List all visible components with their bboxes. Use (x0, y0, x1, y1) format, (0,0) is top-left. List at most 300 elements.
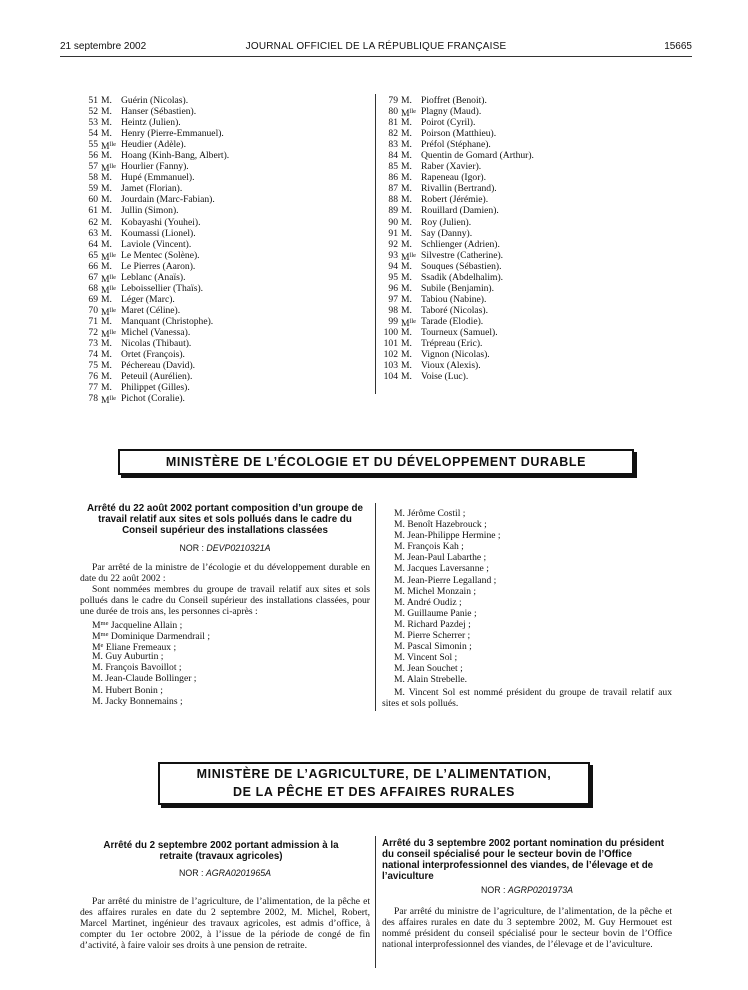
list-item (80, 150, 370, 161)
civility-text: M. (394, 519, 405, 531)
person-name: Pichot (Coralie). (121, 393, 185, 405)
person-name: Raber (Xavier). (421, 161, 482, 173)
rank-number: 66 (88, 260, 98, 272)
member-name: Jean-Paul Labarthe ; (407, 552, 487, 564)
rank-number: 92 (388, 238, 398, 250)
civility-text: M. (401, 326, 412, 338)
member-name: Pascal Simonin ; (407, 641, 472, 653)
civility-text: M (92, 642, 101, 654)
civility (101, 205, 112, 216)
civility (101, 128, 112, 139)
rank-number: 100 (383, 326, 398, 338)
list-item (80, 205, 370, 216)
civility (401, 305, 412, 316)
civility (101, 338, 112, 349)
rank-number: 52 (88, 106, 98, 118)
list-item (380, 250, 680, 261)
person-name: Subile (Benjamin). (421, 282, 495, 294)
list-item (380, 294, 680, 305)
civility-text: M. (401, 117, 412, 129)
column-divider-ecologie (375, 503, 376, 711)
arrete-ecologie-nor (80, 543, 370, 553)
civility-text: M. (394, 585, 405, 597)
list-item (380, 150, 680, 161)
rank-number: 104 (383, 371, 398, 383)
civility-text: M. (394, 530, 405, 542)
person-name: Leblanc (Anaïs). (121, 271, 186, 283)
list-item (380, 239, 680, 250)
list-item (80, 139, 370, 153)
person-name: Rouillard (Damien). (421, 205, 499, 217)
person-name: Robert (Jérémie). (421, 194, 489, 206)
person-name: Léger (Marc). (121, 293, 175, 305)
rank-number: 64 (88, 238, 98, 250)
list-item (380, 272, 680, 283)
civility-text: M. (401, 338, 412, 350)
ranking-list-left (80, 95, 370, 407)
rank-number: 67 (88, 271, 98, 283)
ranking-list-right (380, 95, 680, 382)
civility-text: M. (401, 150, 412, 162)
civility-text: M. (101, 216, 112, 228)
civility-text: M. (401, 216, 412, 228)
nor-code: DEVP0210321A (206, 543, 271, 553)
list-item (380, 338, 680, 349)
civility (101, 382, 112, 393)
civility-sup: me (100, 631, 109, 639)
civility (401, 338, 412, 349)
rank-number: 97 (388, 293, 398, 305)
person-name: Souques (Sébastien). (421, 260, 502, 272)
person-name: Hupé (Emmanuel). (121, 172, 195, 184)
person-name: Hoang (Kinh-Bang, Albert). (121, 150, 230, 162)
member-name: François Kah ; (407, 541, 464, 553)
rank-number: 96 (388, 282, 398, 294)
civility-sup: lle (409, 317, 417, 325)
civility-text: M. (101, 150, 112, 162)
civility (101, 349, 112, 360)
list-item (380, 217, 680, 228)
list-item (380, 194, 680, 205)
member-name: Vincent Sol ; (407, 652, 458, 664)
civility (401, 95, 412, 106)
civility-text: M. (394, 663, 405, 675)
person-name: Peteuil (Aurélien). (121, 371, 193, 383)
civility-text: M. (401, 139, 412, 151)
list-item (80, 382, 370, 393)
person-name: Taboré (Nicolas). (421, 304, 488, 316)
list-item (380, 183, 680, 194)
person-name: Jamet (Florian). (121, 183, 183, 195)
list-item (80, 393, 370, 407)
civility-text: M. (401, 205, 412, 217)
civility-text: M. (401, 95, 412, 106)
column-divider-agriculture (375, 836, 376, 968)
member-item (92, 629, 372, 643)
member-name: Alain Strebelle. (406, 674, 468, 686)
civility-text: M (401, 317, 410, 329)
civility (101, 360, 112, 371)
member-item (394, 674, 684, 685)
ministry-agriculture-line2: DE LA PÊCHE ET DES AFFAIRES RURALES (233, 785, 515, 799)
member-item (92, 651, 372, 662)
member-item (394, 575, 684, 586)
list-item (80, 360, 370, 371)
civility (101, 261, 112, 272)
rank-number: 74 (88, 349, 98, 361)
rank-number: 56 (88, 150, 98, 162)
civility (101, 239, 112, 250)
person-name: Laviole (Vincent). (121, 238, 192, 250)
list-item (380, 106, 680, 120)
rank-number: 51 (88, 95, 98, 106)
person-name: Le Pierres (Aaron). (121, 260, 196, 272)
person-name: Voise (Luc). (421, 371, 469, 383)
rank-number: 102 (383, 349, 398, 361)
civility-text: M. (401, 194, 412, 206)
list-item (80, 261, 370, 272)
member-name: Benoît Hazebrouck ; (407, 519, 487, 531)
person-name: Quentin de Gomard (Arthur). (421, 150, 534, 162)
person-name: Nicolas (Thibaut). (121, 338, 192, 350)
member-name: Jean Souchet ; (407, 663, 463, 675)
nor-label: NOR : (481, 885, 506, 895)
member-item (394, 563, 684, 574)
list-item (80, 371, 370, 382)
civility-text: M. (394, 607, 405, 619)
arrete-nomination-body (382, 906, 672, 950)
rank-number: 82 (388, 128, 398, 140)
list-item (380, 139, 680, 150)
list-item (80, 95, 370, 106)
member-item (394, 586, 684, 597)
civility-text: M. (101, 338, 112, 350)
civility (401, 172, 412, 183)
list-item (80, 239, 370, 250)
rank-number: 83 (388, 139, 398, 151)
civility (401, 205, 412, 216)
person-name: Rivallin (Bertrand). (421, 183, 497, 195)
list-item (80, 161, 370, 175)
person-name: Vioux (Alexis). (421, 360, 481, 372)
list-item (380, 172, 680, 183)
civility-text: M. (401, 349, 412, 361)
rank-number: 70 (88, 304, 98, 316)
civility-text: M. (101, 95, 112, 106)
person-name: Tarade (Elodie). (421, 315, 484, 327)
person-name: Poirson (Matthieu). (421, 128, 497, 140)
civility-text: M. (394, 563, 405, 575)
civility (401, 239, 412, 250)
civility (401, 371, 412, 382)
arrete-retraite-nor (80, 868, 370, 878)
civility-text: M. (101, 117, 112, 129)
list-item (380, 161, 680, 172)
rank-number: 90 (388, 216, 398, 228)
list-item (380, 283, 680, 294)
rank-number: 57 (88, 161, 98, 173)
civility (401, 128, 412, 139)
civility-text: M. (401, 161, 412, 173)
rank-number: 53 (88, 117, 98, 129)
nor-code: AGRP0201973A (507, 885, 573, 895)
person-name: Koumassi (Lionel). (121, 227, 196, 239)
member-name: Hubert Bonin ; (105, 684, 163, 696)
member-name: Richard Pazdej ; (407, 618, 471, 630)
person-name: Guérin (Nicolas). (121, 95, 189, 106)
civility-sup: lle (409, 251, 417, 259)
arrete-retraite-body (80, 896, 370, 951)
civility-text: M. (401, 371, 412, 383)
rank-number: 78 (88, 393, 98, 405)
list-item (380, 228, 680, 239)
civility-text: M. (101, 205, 112, 217)
civility (101, 95, 112, 106)
rank-number: 94 (388, 260, 398, 272)
person-name: Jullin (Simon). (121, 205, 179, 217)
civility-text: M. (401, 238, 412, 250)
civility-text: M (92, 631, 101, 643)
member-name: Dominique Darmendrail ; (110, 631, 210, 643)
member-name: Jacky Bonnemains ; (105, 695, 183, 707)
civility-text: M (401, 251, 410, 263)
ministry-ecologie-banner (118, 449, 634, 475)
person-name: Henry (Pierre-Emmanuel). (121, 128, 224, 140)
person-name: Roy (Julien). (421, 216, 472, 228)
ministry-agriculture-line1: MINISTÈRE DE L’AGRICULTURE, DE L’ALIMENTATION, (196, 767, 552, 781)
member-item (394, 608, 684, 619)
civility-text: M. (101, 172, 112, 184)
rank-number: 85 (388, 161, 398, 173)
person-name: Plagny (Maud). (421, 106, 482, 118)
person-name: Hanser (Sébastien). (121, 106, 197, 118)
civility (401, 294, 412, 305)
civility-text: M. (101, 349, 112, 361)
list-item (80, 106, 370, 117)
rank-number: 72 (88, 326, 98, 338)
page-header (60, 40, 692, 57)
person-name: Le Mentec (Solène). (121, 249, 200, 261)
civility (401, 194, 412, 205)
arrete-ecologie-title: Arrêté du 22 août 2002 portant composition d’un groupe de travail relatif aux sites et sols pollués dans le cadre du Conseil supérieur des installations classées (87, 503, 363, 536)
header-journal-title: JOURNAL OFFICIEL DE LA RÉPUBLIQUE FRANÇAISE (245, 41, 507, 52)
list-item (380, 117, 680, 128)
rank-number: 59 (88, 183, 98, 195)
rank-number: 71 (88, 315, 98, 327)
rank-number: 93 (388, 249, 398, 261)
civility-text: M. (101, 128, 112, 140)
member-item (92, 662, 372, 673)
list-item (380, 305, 680, 316)
rank-number: 75 (88, 360, 98, 372)
member-name: Jean-Pierre Legalland ; (407, 574, 497, 586)
civility-text: M. (401, 293, 412, 305)
rank-number: 101 (383, 338, 398, 350)
civility (401, 139, 412, 150)
civility (101, 117, 112, 128)
member-item (394, 652, 684, 663)
civility-sup: lle (109, 395, 117, 403)
rank-number: 76 (88, 371, 98, 383)
civility (401, 117, 412, 128)
list-item (80, 338, 370, 349)
list-item (80, 327, 370, 338)
member-name: André Oudiz ; (406, 596, 462, 608)
list-item (80, 172, 370, 183)
member-name: Eliane Fremeaux ; (105, 642, 177, 654)
civility-sup: lle (109, 141, 117, 149)
civility-text: M. (394, 630, 405, 642)
member-name: Guillaume Panie ; (407, 607, 477, 619)
arrete-retraite-title: Arrêté du 2 septembre 2002 portant admission à la retraite (travaux agricoles) (103, 840, 339, 862)
nor-label: NOR : (179, 868, 204, 878)
person-name: Préfol (Stéphane). (421, 139, 491, 151)
member-item (92, 640, 372, 654)
rank-number: 80 (388, 106, 398, 118)
person-name: Rapeneau (Igor). (421, 172, 486, 184)
member-item (394, 541, 684, 552)
rank-number: 69 (88, 293, 98, 305)
civility-text: M. (92, 651, 103, 663)
rank-number: 81 (388, 117, 398, 129)
person-name: Tourneux (Samuel). (421, 326, 498, 338)
person-name: Hourlier (Fanny). (121, 161, 189, 173)
civility-text: M. (394, 618, 405, 630)
civility-text: M. (401, 172, 412, 184)
civility-text: M (101, 141, 110, 153)
member-name: Jérôme Costil ; (407, 508, 466, 519)
person-name: Leboissellier (Thaïs). (121, 282, 204, 294)
person-name: Péchereau (David). (121, 360, 196, 372)
person-name: Jourdain (Marc-Fabian). (121, 194, 215, 206)
civility (101, 316, 112, 327)
civility (101, 393, 116, 406)
civility-text: M. (401, 360, 412, 372)
rank-number: 54 (88, 128, 98, 140)
person-name: Schlienger (Adrien). (421, 238, 500, 250)
civility-text: M. (101, 293, 112, 305)
civility (401, 150, 412, 161)
person-name: Manquant (Christophe). (121, 315, 214, 327)
civility-text: M. (101, 371, 112, 383)
rank-number: 98 (388, 304, 398, 316)
civility (101, 228, 112, 239)
member-item (394, 630, 684, 641)
member-name: Michel Monzain ; (407, 585, 477, 597)
civility-sup: lle (109, 284, 117, 292)
civility (101, 150, 112, 161)
civility (401, 261, 412, 272)
civility-text: M (101, 395, 110, 407)
rank-number: 77 (88, 382, 98, 394)
member-name: Jean-Claude Bollinger ; (105, 673, 197, 685)
civility (401, 161, 412, 172)
rank-number: 68 (88, 282, 98, 294)
civility-text: M. (101, 315, 112, 327)
civility-text: M (92, 620, 101, 631)
person-name: Maret (Céline). (121, 304, 181, 316)
civility-sup: lle (109, 306, 117, 314)
civility-text: M. (401, 260, 412, 272)
civility-text: M (101, 284, 110, 296)
list-item (380, 327, 680, 338)
column-divider (375, 94, 376, 394)
civility-text: M (101, 328, 110, 340)
member-name: Jean-Philippe Hermine ; (407, 530, 501, 542)
civility-text: M. (101, 183, 112, 195)
person-name: Pioffret (Benoit). (421, 95, 487, 106)
members-list-left (92, 618, 372, 707)
member-item (394, 619, 684, 630)
civility-text: M. (101, 227, 112, 239)
arrete-ecologie-closing-block (382, 687, 672, 709)
list-item (80, 228, 370, 239)
nor-code: AGRA0201965A (205, 868, 271, 878)
member-item (394, 530, 684, 541)
rank-number: 65 (88, 249, 98, 261)
rank-number: 99 (388, 315, 398, 327)
civility-text: M. (92, 673, 103, 685)
civility-text: M. (101, 194, 112, 206)
list-item (80, 349, 370, 360)
header-page-number: 15665 (664, 41, 692, 52)
civility (401, 228, 412, 239)
civility-text: M. (92, 695, 103, 707)
civility-text: M. (101, 260, 112, 272)
member-name: Guy Auburtin ; (105, 651, 164, 663)
person-name: Heintz (Julien). (121, 117, 181, 129)
civility-text: M. (401, 227, 412, 239)
civility-sup: lle (109, 251, 117, 259)
member-item (394, 641, 684, 652)
civility-text: M. (401, 282, 412, 294)
civility-text: M. (401, 183, 412, 195)
civility-text: M (101, 306, 110, 318)
civility-text: M. (92, 662, 103, 674)
civility-text: M (101, 273, 110, 285)
arrete-nomination-title: Arrêté du 3 septembre 2002 portant nomination du président du conseil spécialisé pour le secteur bovin de l’Office national interprofessionnel des viandes, de l’élevage et de l’aviculture (382, 838, 664, 882)
member-item (92, 696, 372, 707)
member-item (394, 597, 684, 608)
list-item (80, 217, 370, 228)
list-item (80, 250, 370, 261)
rank-number: 88 (388, 194, 398, 206)
rank-number: 73 (88, 338, 98, 350)
civility-text: M. (101, 238, 112, 250)
list-item (380, 128, 680, 139)
civility-text: M (101, 163, 110, 175)
rank-number: 60 (88, 194, 98, 206)
person-name: Michel (Vanessa). (121, 326, 191, 338)
rank-number: 89 (388, 205, 398, 217)
person-name: Silvestre (Catherine). (421, 249, 504, 261)
person-name: Say (Danny). (421, 227, 473, 239)
list-item (80, 128, 370, 139)
rank-number: 103 (383, 360, 398, 372)
list-item (380, 316, 680, 327)
ministry-ecologie-title: MINISTÈRE DE L’ÉCOLOGIE ET DU DÉVELOPPEMENT DURABLE (165, 455, 587, 469)
rank-number: 91 (388, 227, 398, 239)
rank-number: 62 (88, 216, 98, 228)
nor-label: NOR : (179, 543, 204, 553)
civility-text: M. (401, 271, 412, 283)
civility (401, 217, 412, 228)
civility-text: M. (101, 382, 112, 394)
civility-text: M. (401, 128, 412, 140)
civility-text: M. (101, 106, 112, 118)
person-name: Vignon (Nicolas). (421, 349, 490, 361)
member-item (394, 552, 684, 563)
